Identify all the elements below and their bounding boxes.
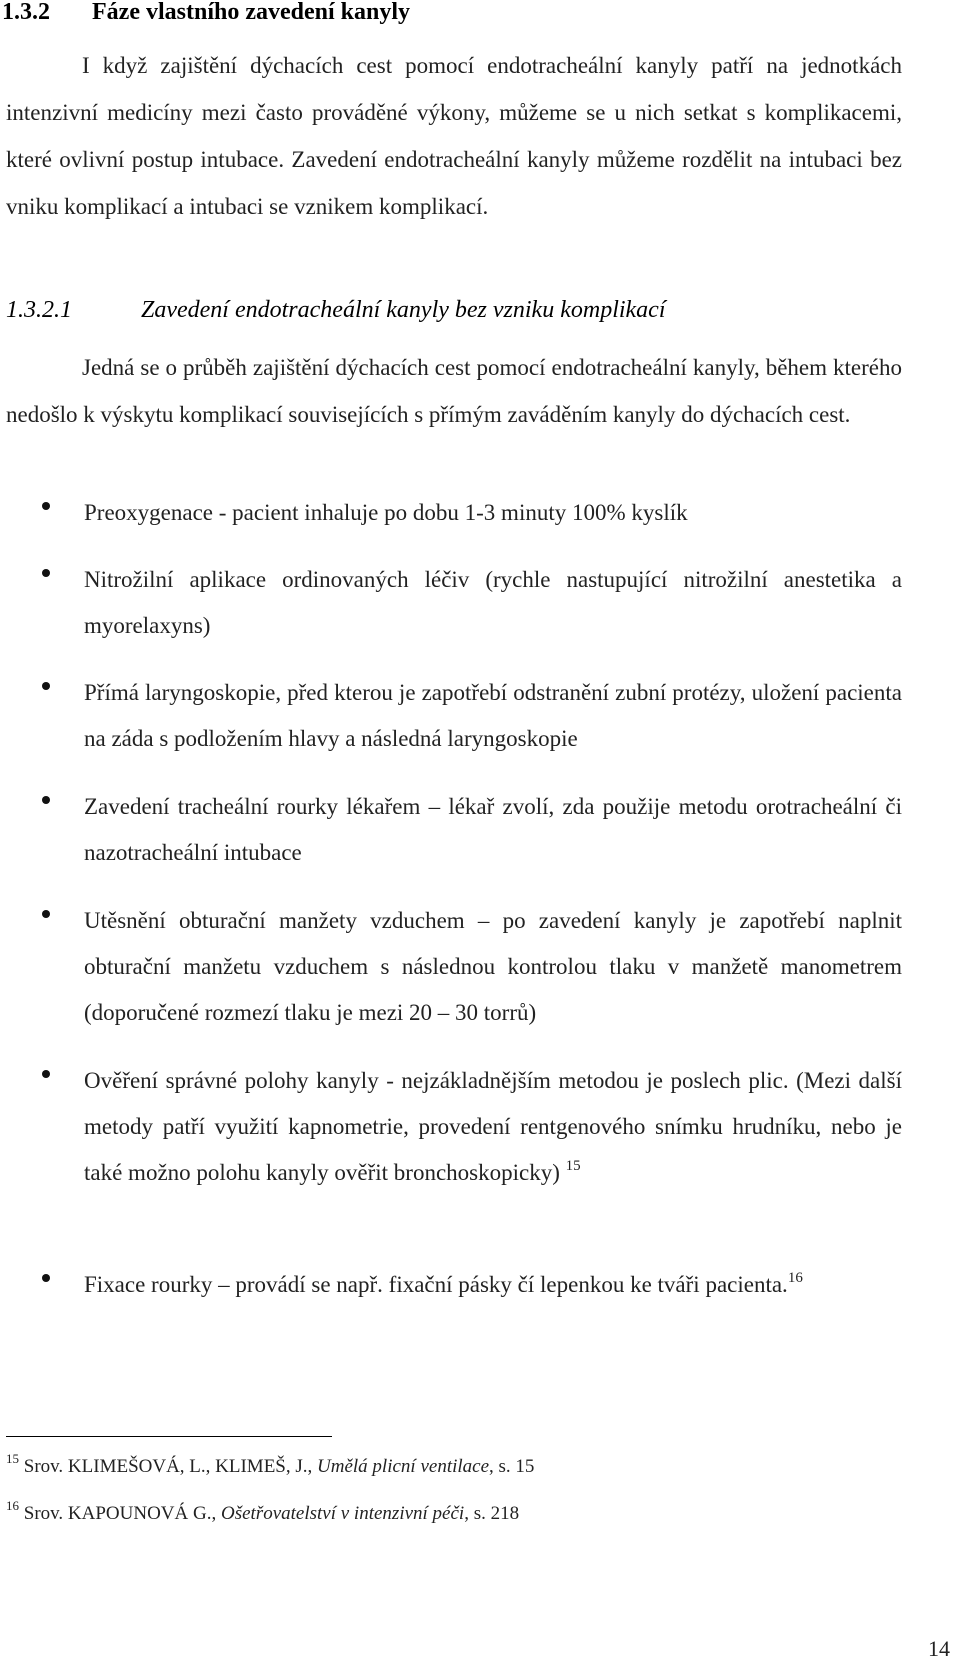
- list-item-text: Preoxygenace - pacient inhaluje po dobu 1-3 minuty 100% kyslík: [84, 500, 688, 525]
- section-intro-text: I když zajištění dýchacích cest pomocí endotracheální kanyly patří na jednotkách intenzivní medicíny mezi často prováděné výkony, můžeme se u nich setkat s komplikacemi, které ovlivní postup intubace. Zavedení endotracheální kanyly můžeme rozdělit na intubaci bez vniku komplikací a intubaci se vznikem komplikací.: [6, 53, 902, 219]
- list-item-text: Zavedení tracheální rourky lékařem – lékař zvolí, zda použije metodu orotracheální či nazotracheální intubace: [84, 794, 902, 865]
- bullet-icon: [42, 1274, 50, 1282]
- bullet-icon: [42, 569, 50, 577]
- list-item-text: Nitrožilní aplikace ordinovaných léčiv (rychle nastupující nitrožilní anestetika a myorelaxyns): [84, 567, 902, 638]
- footnote-title: Umělá plicní ventilace: [317, 1456, 490, 1477]
- footnote-separator: [6, 1436, 332, 1437]
- footnote-number: 15: [6, 1451, 19, 1466]
- section-title: Fáze vlastního zavedení kanyly: [92, 0, 411, 25]
- list-item-text: Utěsnění obturační manžety vzduchem – po zavedení kanyly je zapotřebí naplnit obturační manžetu vzduchem s následnou kontrolou tlaku v manžetě manometrem (doporučené rozmezí tlaku je mezi 20 – 30 torrů): [84, 908, 902, 1025]
- bullet-icon: [42, 502, 50, 510]
- list-item-text: Fixace rourky – provádí se např. fixační pásky čí lepenkou ke tváři pacienta.$^{16}$: [84, 1270, 803, 1297]
- subsection-heading: [6, 296, 666, 324]
- bullet-icon: [42, 682, 50, 690]
- section-heading: [2, 0, 410, 26]
- footnote: $^{16}$ Srov. KAPOUNOVÁ G., Ošetřovatelství v intenzivní péči, s. 218: [6, 1498, 520, 1524]
- subsection-number: 1.3.2.1: [6, 297, 72, 323]
- footnote-number: 16: [6, 1498, 19, 1513]
- bullet-icon: [42, 910, 50, 918]
- footnote-title: Ošetřovatelství v intenzivní péči: [220, 1503, 465, 1524]
- subsection-intro-paragraph: [6, 344, 902, 438]
- list-item-text: Ověření správné polohy kanyly - nejzákladnějším metodou je poslech plic. (Mezi další metody patří využití kapnometrie, provedení rentgenového snímku hrudníku, nebo je také možno polohu kanyly ověřit bronchoskopicky) $^{15}$: [84, 1068, 902, 1185]
- bullet-icon: [42, 1070, 50, 1078]
- list-item-text: Přímá laryngoskopie, před kterou je zapotřebí odstranění zubní protézy, uložení pacienta na záda s podložením hlavy a následná laryngoskopie: [84, 680, 902, 751]
- section-intro-paragraph: [6, 42, 902, 230]
- subsection-title: Zavedení endotracheální kanyly bez vzniku komplikací: [141, 297, 666, 323]
- footnote: $^{15}$ Srov. KLIMEŠOVÁ, L., KLIMEŠ, J., Umělá plicní ventilace, s. 15: [6, 1451, 535, 1477]
- section-number: 1.3.2: [2, 0, 50, 25]
- bullet-icon: [42, 796, 50, 804]
- page-number: 14: [928, 1636, 950, 1661]
- subsection-intro-text: Jedná se o průběh zajištění dýchacích cest pomocí endotracheální kanyly, během kterého nedošlo k výskytu komplikací souvisejících s přímým zaváděním kanyly do dýchacích cest.: [6, 355, 902, 427]
